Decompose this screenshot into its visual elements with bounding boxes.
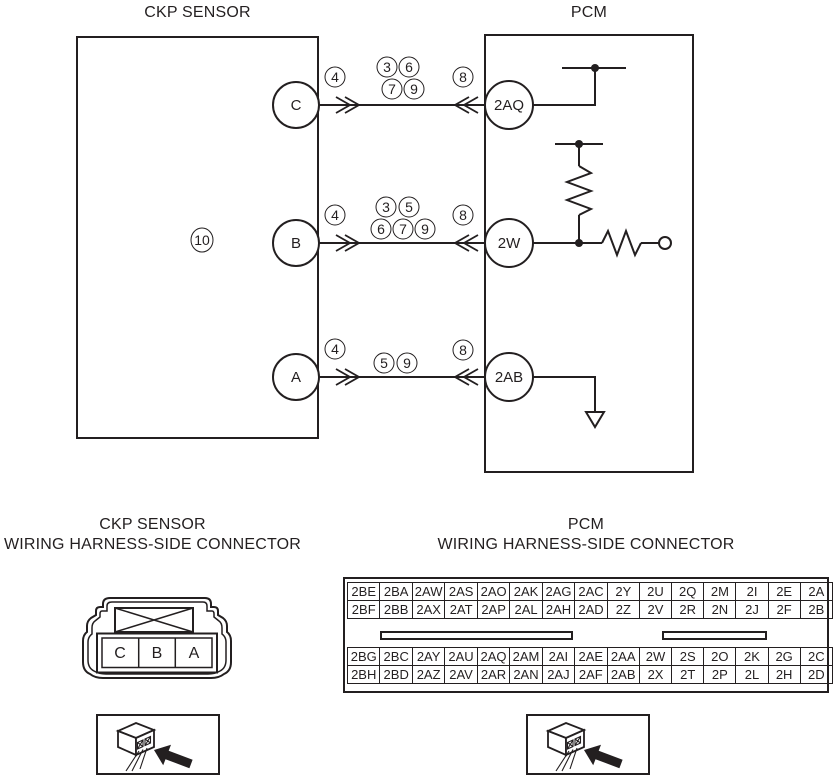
pcm-pin-cell: 2X (639, 666, 671, 684)
pcm-pin-cell: 2BH (348, 666, 380, 684)
pcm-pin-cell: 2AO (477, 583, 509, 601)
pcm-pin-cell: 2AV (445, 666, 477, 684)
pcm-pin-cell: 2AT (445, 601, 477, 619)
ckp-sensor-title: CKP SENSOR (144, 4, 251, 21)
sensor-pin-label: C (290, 97, 302, 114)
pcm-pin-cell: 2AE (575, 648, 607, 666)
junction-dot (575, 239, 583, 247)
pcm-pin-cell: 2L (736, 666, 768, 684)
callout-number: 8 (459, 207, 467, 223)
pcm-pin-cell: 2BA (380, 583, 412, 601)
pcm-pin-cell: 2M (704, 583, 736, 601)
callout-number: 4 (331, 341, 339, 357)
pcm-pin-cell: 2AI (542, 648, 574, 666)
junction-dot (575, 140, 583, 148)
callout-number: 9 (421, 221, 429, 237)
pcm-pin-cell: 2AX (412, 601, 445, 619)
resistor-vertical (567, 166, 591, 215)
pcm-pin-cell: 2R (672, 601, 704, 619)
callout-number: 4 (331, 207, 339, 223)
connector-slot-bar (662, 631, 767, 640)
ckp-pin-cell-a: A (188, 645, 200, 662)
pcm-pin-cell: 2AZ (412, 666, 444, 684)
pcm-pin-grid-lower (347, 647, 833, 684)
pcm-pin-cell: 2S (672, 648, 704, 666)
pcm-pin-cell: 2AL (510, 601, 542, 619)
pcm-pin-cell: 2K (736, 648, 768, 666)
pcm-pin-cell: 2AG (542, 583, 574, 601)
pcm-pin-cell: 2BE (348, 583, 380, 601)
power-supply-symbol (533, 68, 626, 105)
pcm-pin-cell: 2T (672, 666, 704, 684)
ckp-pin-cell-c: C (114, 645, 126, 662)
pcm-pin-cell: 2N (704, 601, 736, 619)
keyway-cross-lines (115, 608, 193, 632)
component-ref-number: 10 (194, 232, 210, 248)
callout-number: 7 (399, 221, 407, 237)
callout-number: 9 (410, 81, 418, 97)
pcm-pin-cell: 2W (639, 648, 671, 666)
pcm-pin-cell: 2AM (510, 648, 543, 666)
callout-number: 8 (459, 69, 467, 85)
pcm-pin-cell: 2AQ (477, 648, 509, 666)
pcm-pin-cell: 2AP (477, 601, 509, 619)
ckp-pin-cell-b: B (151, 645, 163, 662)
callout-number: 6 (377, 221, 385, 237)
resistor-horizontal (602, 231, 641, 255)
callout-number: 8 (459, 342, 467, 358)
pcm-pin-label: 2AB (494, 369, 524, 386)
junction-dot (591, 64, 599, 72)
pcm-pin-cell: 2AB (607, 666, 639, 684)
pcm-pin-cell: 2AN (510, 666, 543, 684)
pcm-pin-cell: 2I (736, 583, 768, 601)
sensor-pin-label: B (290, 235, 302, 252)
pcm-pin-cell: 2U (639, 583, 671, 601)
pcm-pin-cell: 2BF (348, 601, 380, 619)
pcm-pin-cell: 2AJ (542, 666, 574, 684)
pcm-pin-label: 2W (497, 235, 521, 252)
callout-number: 5 (405, 199, 413, 215)
pcm-pin-cell: 2P (704, 666, 736, 684)
callout-number: 3 (383, 59, 391, 75)
pcm-pin-cell: 2C (800, 648, 832, 666)
pcm-pin-grid-upper (347, 582, 833, 619)
pcm-pin-cell: 2AS (445, 583, 477, 601)
pcm-pin-cell: 2AH (542, 601, 574, 619)
pcm-pin-cell: 2BC (380, 648, 412, 666)
pcm-pin-cell: 2AK (510, 583, 542, 601)
callout-number: 5 (380, 355, 388, 371)
pcm-pin-cell: 2Q (672, 583, 704, 601)
pcm-pin-cell: 2AD (575, 601, 607, 619)
open-terminal-icon (659, 237, 671, 249)
ckp-connector-inspection-icon (96, 714, 221, 775)
pcm-connector-title (343, 515, 829, 555)
pcm-pin-cell: 2BG (348, 648, 380, 666)
ckp-connector-title (0, 515, 305, 555)
callout-number: 4 (331, 69, 339, 85)
pcm-connector-title-line1: PCM (567, 516, 605, 533)
pcm-pin-label: 2AQ (493, 97, 525, 114)
pcm-pin-cell: 2G (768, 648, 800, 666)
pcm-pin-cell: 2B (800, 601, 832, 619)
pcm-pin-cell: 2D (800, 666, 832, 684)
sensor-pin-label: A (290, 369, 302, 386)
pcm-connector-title-line2: WIRING HARNESS-SIDE CONNECTOR (437, 536, 735, 553)
pcm-title: PCM (570, 4, 608, 21)
pcm-pin-cell: 2AW (412, 583, 445, 601)
connector-slot-bar (380, 631, 573, 640)
wire-internal-2w (533, 215, 602, 243)
pcm-pin-cell: 2BD (380, 666, 412, 684)
pcm-pin-cell: 2BB (380, 601, 412, 619)
callout-number: 7 (388, 81, 396, 97)
pcm-connector-inspection-icon (526, 714, 651, 775)
pcm-pin-cell: 2AC (575, 583, 607, 601)
pcm-pin-cell: 2V (639, 601, 671, 619)
ground-icon (586, 412, 604, 427)
pcm-pin-cell: 2O (704, 648, 736, 666)
pcm-pin-cell: 2Z (607, 601, 639, 619)
pcm-pin-cell: 2AR (477, 666, 509, 684)
wire-internal-2ab (533, 377, 595, 412)
pcm-pin-cell: 2Y (607, 583, 639, 601)
callout-number: 9 (403, 355, 411, 371)
pcm-pin-cell: 2AY (412, 648, 444, 666)
pcm-pin-cell: 2A (800, 583, 832, 601)
callout-number: 6 (405, 59, 413, 75)
callout-number: 3 (382, 199, 390, 215)
pcm-pin-cell: 2AA (607, 648, 639, 666)
pcm-pin-cell: 2E (768, 583, 800, 601)
pcm-pin-cell: 2AF (575, 666, 607, 684)
ckp-connector-title-line2: WIRING HARNESS-SIDE CONNECTOR (3, 536, 302, 553)
pcm-pin-cell: 2F (768, 601, 800, 619)
pcm-pin-cell: 2AU (445, 648, 477, 666)
pcm-pin-cell: 2J (736, 601, 768, 619)
pcm-pin-cell: 2H (768, 666, 800, 684)
ckp-connector-title-line1: CKP SENSOR (99, 516, 206, 533)
